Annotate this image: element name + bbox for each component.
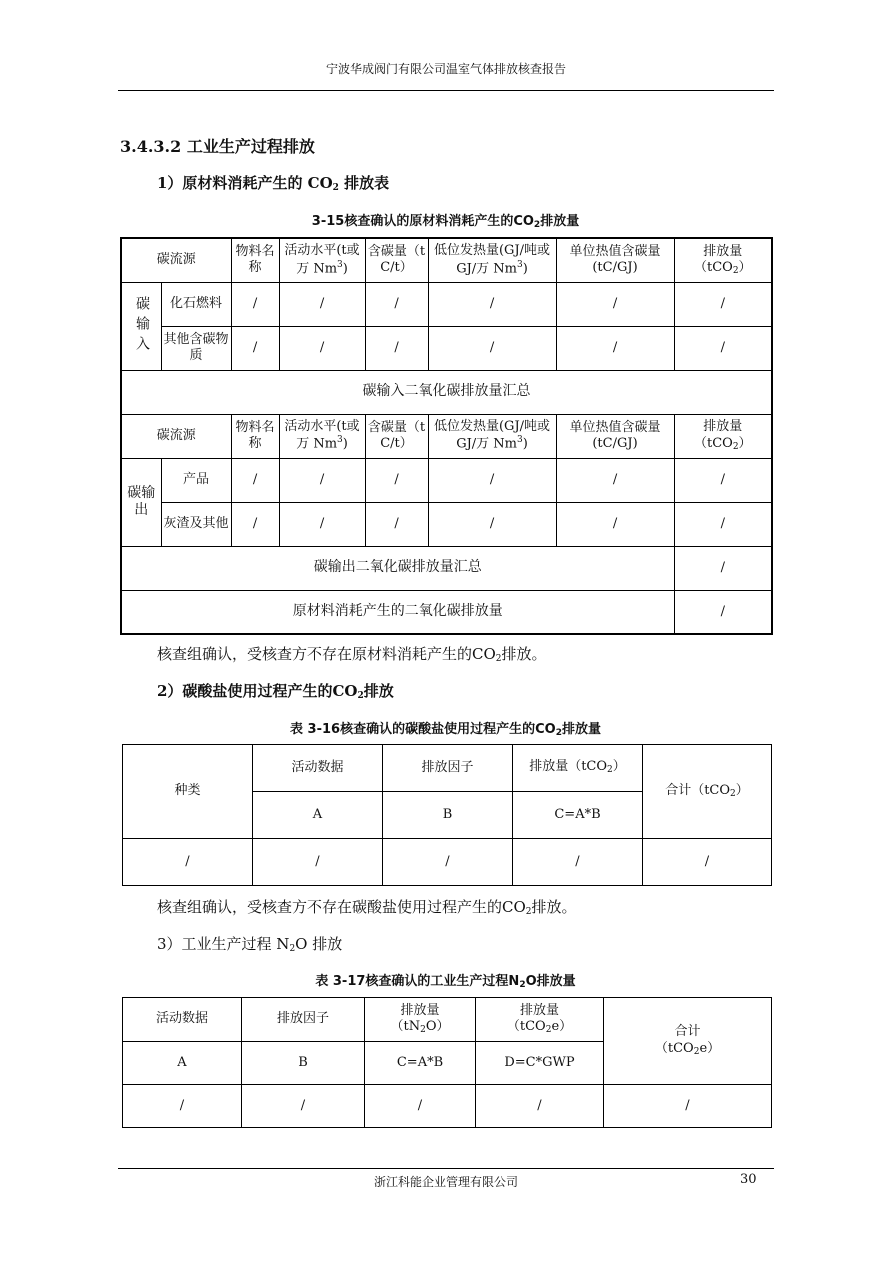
table-row [121, 458, 772, 502]
total-emission-label: 原材料消耗产生的二氧化碳排放量 [121, 590, 674, 634]
table-cell: / [231, 502, 279, 546]
symbol-a: A [123, 1042, 242, 1085]
table-cell: / [365, 282, 428, 326]
row-label: 其他含碳物质 [161, 326, 231, 370]
symbol-c: C=A*B [365, 1042, 476, 1085]
table-cell: / [365, 1085, 476, 1128]
table-cell: / [556, 502, 674, 546]
header-carbon-content: 含碳量（t C/t） [365, 414, 428, 458]
total-emission-value: / [674, 590, 772, 634]
table-row [121, 282, 772, 326]
output-summary-value: / [674, 546, 772, 590]
table-cell: / [123, 1085, 242, 1128]
footer-company: 浙江科能企业管理有限公司 [373, 1175, 518, 1189]
paragraph-1: 核查组确认，受核查方不存在原材料消耗产生的$CO_2$排放。 [157, 645, 547, 664]
table-cell: / [428, 282, 556, 326]
table-cell: / [279, 502, 365, 546]
table-cell: / [279, 458, 365, 502]
table-cell: / [556, 458, 674, 502]
table-cell: / [231, 326, 279, 370]
input-summary-row: 碳输入二氧化碳排放量汇总 [121, 370, 772, 414]
header-source: 碳流源 [121, 414, 231, 458]
table-cell: / [513, 839, 643, 886]
table-cell: / [556, 326, 674, 370]
table-row [123, 1085, 772, 1128]
header-activity: 活动水平(t或万 Nm$^3$) [279, 414, 365, 458]
header-carbon-content: 含碳量（t C/t） [365, 238, 428, 282]
table-cell: / [365, 458, 428, 502]
table-cell: / [231, 282, 279, 326]
table-cell: / [231, 458, 279, 502]
header-total: 合计（tCO$_2$） [643, 745, 772, 839]
table-cell: / [279, 282, 365, 326]
table-cell: / [643, 839, 772, 886]
symbol-b: B [383, 792, 513, 839]
row-label: 灰渣及其他 [161, 502, 231, 546]
header-emission-n2o: 排放量 $(tN_2O)$ [365, 998, 476, 1042]
header-unit-carbon: 单位热值含碳量(tC/GJ) [556, 414, 674, 458]
header-factor: 排放因子 [242, 998, 365, 1042]
header-divider [118, 90, 774, 91]
header-emission: 排放量（tCO$_2$） [674, 414, 772, 458]
symbol-c: C=A*B [513, 792, 643, 839]
carbon-input-group: 碳输入 [121, 282, 161, 370]
table-cell: / [383, 839, 513, 886]
table-cell: / [604, 1085, 772, 1128]
header-source: 碳流源 [121, 238, 231, 282]
symbol-b: B [242, 1042, 365, 1085]
table-cell: / [476, 1085, 604, 1128]
table-cell: / [365, 502, 428, 546]
table-cell: / [674, 326, 772, 370]
carbonate-emission-table [122, 744, 772, 886]
table-cell: / [123, 839, 253, 886]
row-label: 产品 [161, 458, 231, 502]
table-cell: / [242, 1085, 365, 1128]
subsection-3-heading: 3）工业生产过程 $N_2O$ 排放 [157, 935, 343, 954]
table-2-caption: 表 3-16核查确认的碳酸盐使用过程产生的$CO_2$排放量 [290, 722, 601, 738]
header-factor: 排放因子 [383, 745, 513, 792]
table-row [121, 326, 772, 370]
header-total: 合计 （tCO$_2$e） [604, 998, 772, 1085]
header-emission-co2e: 排放量 （tCO$_2$e） [476, 998, 604, 1042]
header-material: 物料名称 [231, 414, 279, 458]
header-kind: 种类 [123, 745, 253, 839]
table-1-caption: 3-15核查确认的原材料消耗产生的$CO_2$排放量 [311, 214, 580, 230]
row-label: 化石燃料 [161, 282, 231, 326]
header-activity: 活动数据 [123, 998, 242, 1042]
table-cell: / [253, 839, 383, 886]
raw-material-emission-table [120, 237, 773, 635]
subsection-2-heading: 2）碳酸盐使用过程产生的$CO_2$排放 [157, 682, 394, 701]
header-emission: 排放量（tCO$_2$） [513, 745, 643, 792]
table-3-caption: 表 3-17核查确认的工业生产过程$N_2O$排放量 [315, 974, 576, 990]
page-header: 宁波华成阀门有限公司温室气体排放核查报告 [325, 62, 566, 76]
subsection-1-heading: 1）原材料消耗产生的 $CO_2$ 排放表 [157, 174, 390, 193]
header-activity: 活动数据 [253, 745, 383, 792]
table-cell: / [674, 458, 772, 502]
table-cell: / [674, 282, 772, 326]
header-heat-value: 低位发热量(GJ/吨或 GJ/万 Nm$^3$) [428, 238, 556, 282]
symbol-d: D=C*GWP [476, 1042, 604, 1085]
table-cell: / [556, 282, 674, 326]
header-heat-value: 低位发热量(GJ/吨或 GJ/万 Nm$^3$) [428, 414, 556, 458]
table-row [123, 839, 772, 886]
table-cell: / [674, 502, 772, 546]
table-cell: / [279, 326, 365, 370]
page-number: 30 [740, 1172, 757, 1187]
carbon-output-group: 碳输出 [121, 458, 161, 546]
table-cell: / [365, 326, 428, 370]
section-heading: 3.4.3.2 工业生产过程排放 [120, 137, 315, 156]
paragraph-2: 核查组确认，受核查方不存在碳酸盐使用过程产生的$CO_2$排放。 [157, 898, 577, 917]
n2o-emission-table [122, 997, 772, 1128]
output-summary-label: 碳输出二氧化碳排放量汇总 [121, 546, 674, 590]
header-activity: 活动水平(t或万 Nm$^3$) [279, 238, 365, 282]
header-material: 物料名称 [231, 238, 279, 282]
table-cell: / [428, 458, 556, 502]
header-emission: 排放量（tCO$_2$） [674, 238, 772, 282]
footer-divider [118, 1168, 774, 1169]
symbol-a: A [253, 792, 383, 839]
header-unit-carbon: 单位热值含碳量(tC/GJ) [556, 238, 674, 282]
table-row [121, 502, 772, 546]
table-cell: / [428, 326, 556, 370]
table-cell: / [428, 502, 556, 546]
